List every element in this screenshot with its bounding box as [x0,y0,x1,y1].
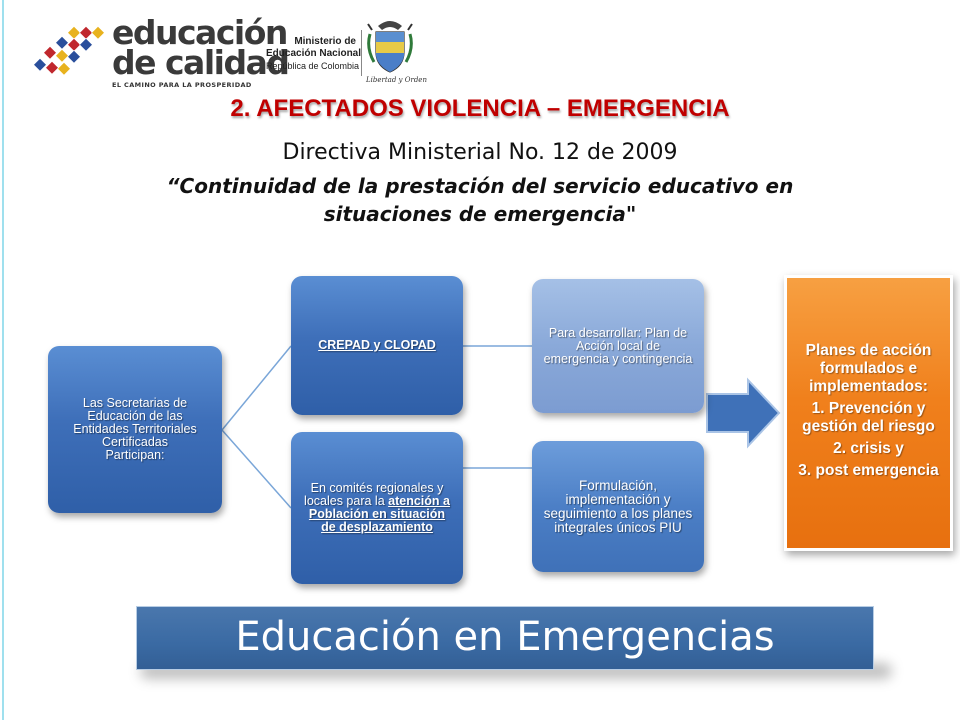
planes-accion-box [784,275,953,551]
section-title: 2. AFECTADOS VIOLENCIA – EMERGENCIA [230,95,730,122]
planes-item-1: 1. Prevención y gestión del riesgo [802,400,935,435]
right-arrow-icon [707,380,779,446]
root-node-participan: Participan: [105,448,165,462]
connector-root-comites [222,430,291,508]
node-plan-accion-label: Para desarrollar: Plan de Acción local de emergencia y contingencia [543,325,693,366]
directive-title: Directiva Ministerial No. 12 de 2009 [282,140,678,165]
planes-item-3: 3. post emergencia [798,462,939,479]
node-formulacion-label: Formulación, implementación y seguimiento a los planes integrales únicos PIU [543,477,693,535]
node-crepad-label: CREPAD y CLOPAD [318,338,436,352]
directive-subtitle: “Continuidad de la prestación del servicio educativo en situaciones de emergencia" [166,174,794,226]
brand-tagline: EL CAMINO PARA LA PROSPERIDAD [112,81,252,89]
planes-item-2: 2. crisis y [833,440,904,457]
ministry-line-2: Educación Nacional [266,48,362,59]
ministry-line-3: República de Colombia [266,61,360,71]
brand-line-2: de calidad [112,43,289,82]
node-formulacion-piu [532,441,704,572]
node-comites [291,432,463,584]
node-plan-accion [532,279,704,413]
node-comites-text: En comités regionales y locales para la [304,481,444,508]
connector-root-crepad [222,346,291,430]
brand-line-1: educación [112,13,287,52]
node-crepad-clopad [291,276,463,415]
bottom-banner: Educación en Emergencias [136,606,874,670]
planes-title: Planes de acción formulados e implementados: [805,342,932,395]
ministry-line-1: Ministerio de [294,36,356,47]
motto: Libertad y Orden [366,76,427,84]
node-comites-underlined: atención a Población en situación de desplazamiento [308,494,450,534]
root-node-text: Las Secretarias de Educación de las Entidades Territoriales Certificadas [73,396,197,449]
root-node-secretarias [48,346,222,513]
